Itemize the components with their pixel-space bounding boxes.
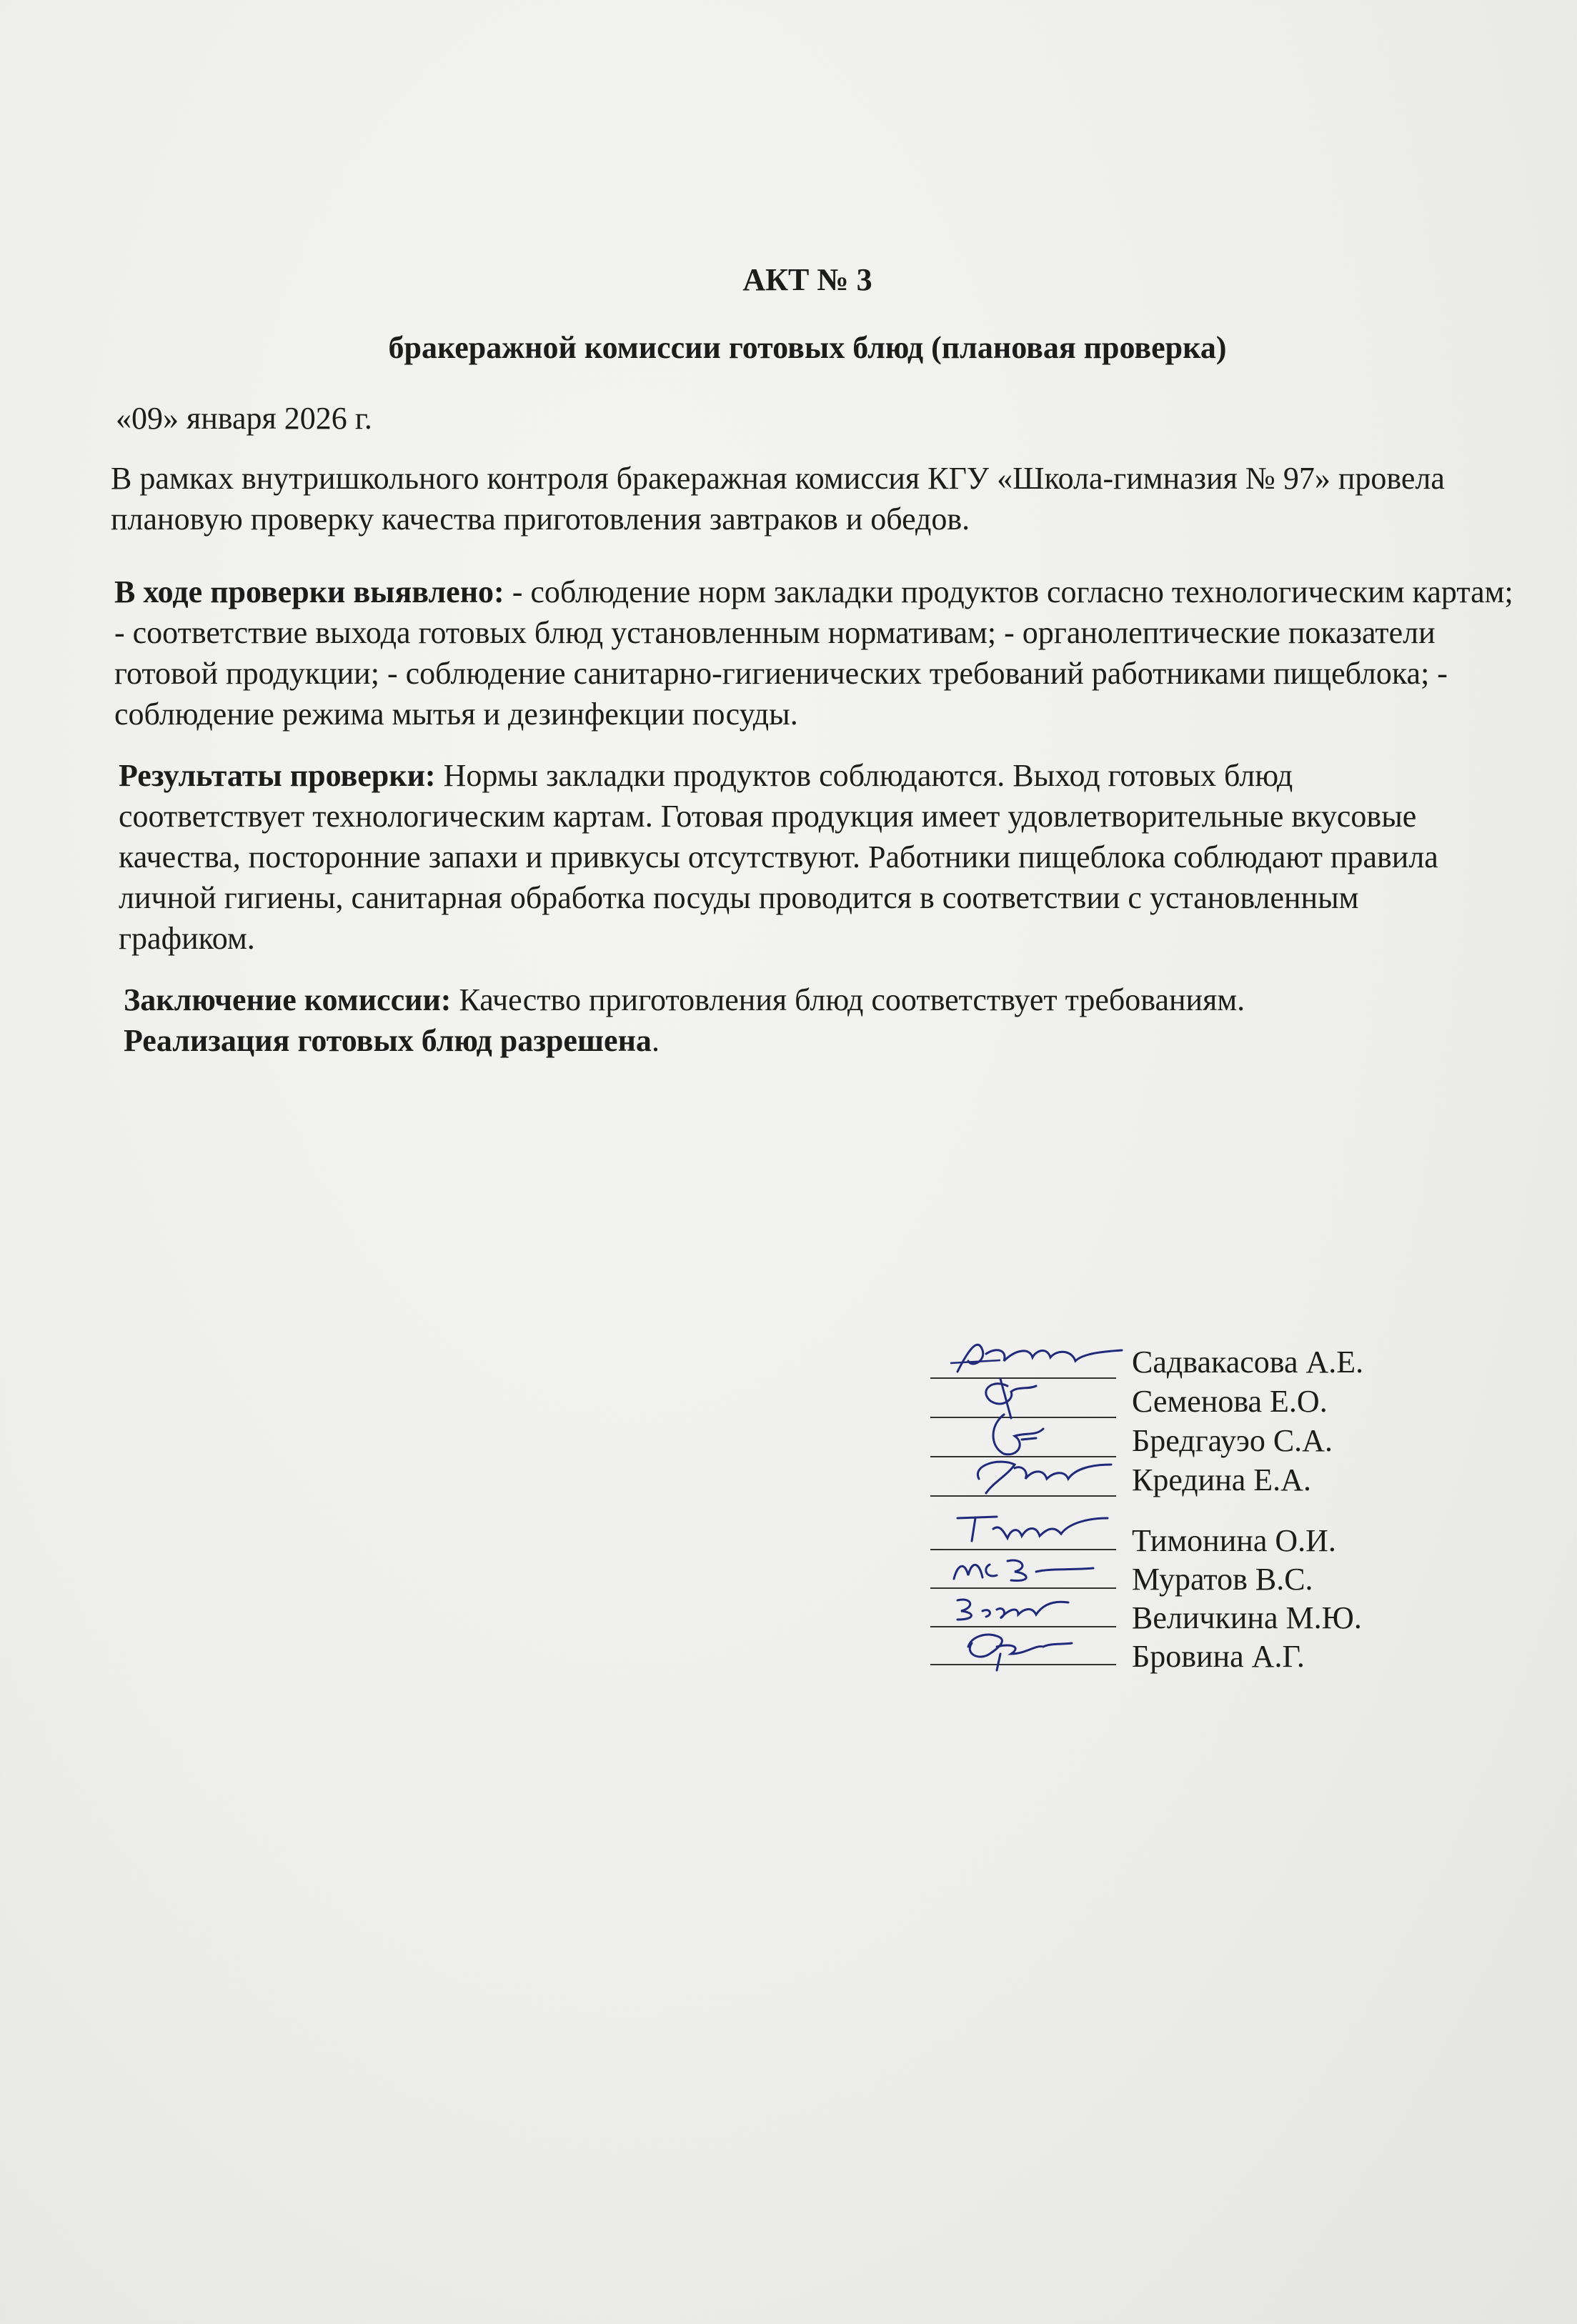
signatory-name: Величкина М.Ю.: [1132, 1600, 1362, 1635]
signatory-name: Тимонина О.И.: [1132, 1523, 1336, 1558]
signatory-name: Кредина Е.А.: [1132, 1462, 1311, 1497]
signatory-name: Муратов В.С.: [1132, 1562, 1313, 1597]
findings-paragraph: [114, 572, 1515, 734]
signatory-name: Садвакасова А.Е.: [1132, 1345, 1364, 1380]
intro-text: В рамках внутришкольного контроля бракеражная комиссия КГУ «Школа-гимназия № 97» провела плановую проверку качества приготовления завтраков и обедов.: [111, 461, 1445, 537]
decision-end: .: [651, 1023, 660, 1058]
findings-label: В ходе проверки выявлено:: [114, 574, 504, 609]
results-text: Нормы закладки продуктов соблюдаются. Выход готовых блюд соответствует технологическим картам. Готовая продукция имеет удовлетворительные вкусовые качества, посторонние запахи и привкусы отсутствуют. Работники пищеблока соблюдают правила личной гигиены, санитарная обработка посуды проводится в соответствии с установленным графиком.: [119, 758, 1438, 956]
results-label: Результаты проверки:: [119, 758, 436, 793]
document-date: «09» января 2026 г.: [116, 401, 372, 436]
conclusion-text: Качество приготовления блюд соответствует требованиям.: [451, 982, 1245, 1017]
signatory-name: Бровина А.Г.: [1132, 1639, 1305, 1674]
document-subtitle: бракеражной комиссии готовых блюд (плановая проверка): [388, 330, 1227, 365]
conclusion-paragraph: [124, 979, 1481, 1061]
signature-mark: [929, 1615, 1129, 1672]
signature-mark: [929, 1443, 1129, 1500]
decision-bold: Реализация готовых блюд разрешена: [124, 1023, 652, 1058]
results-paragraph: [119, 755, 1476, 959]
findings-text: - соблюдение норм закладки продуктов согласно технологическим картам; - соответствие выхода готовых блюд установленным нормативам; - органолептические показатели готовой продукции; - соблюдение санитарно-гигиенических требований работниками пищеблока; - соблюдение режима мытья и дезинфекции посуды.: [114, 574, 1513, 732]
signatory-name: Бредгауэо С.А.: [1132, 1423, 1333, 1458]
signatory-name: Семенова Е.О.: [1132, 1384, 1328, 1419]
document-title: АКТ № 3: [742, 262, 872, 297]
conclusion-label: Заключение комиссии:: [124, 982, 452, 1017]
intro-paragraph: [111, 458, 1511, 539]
